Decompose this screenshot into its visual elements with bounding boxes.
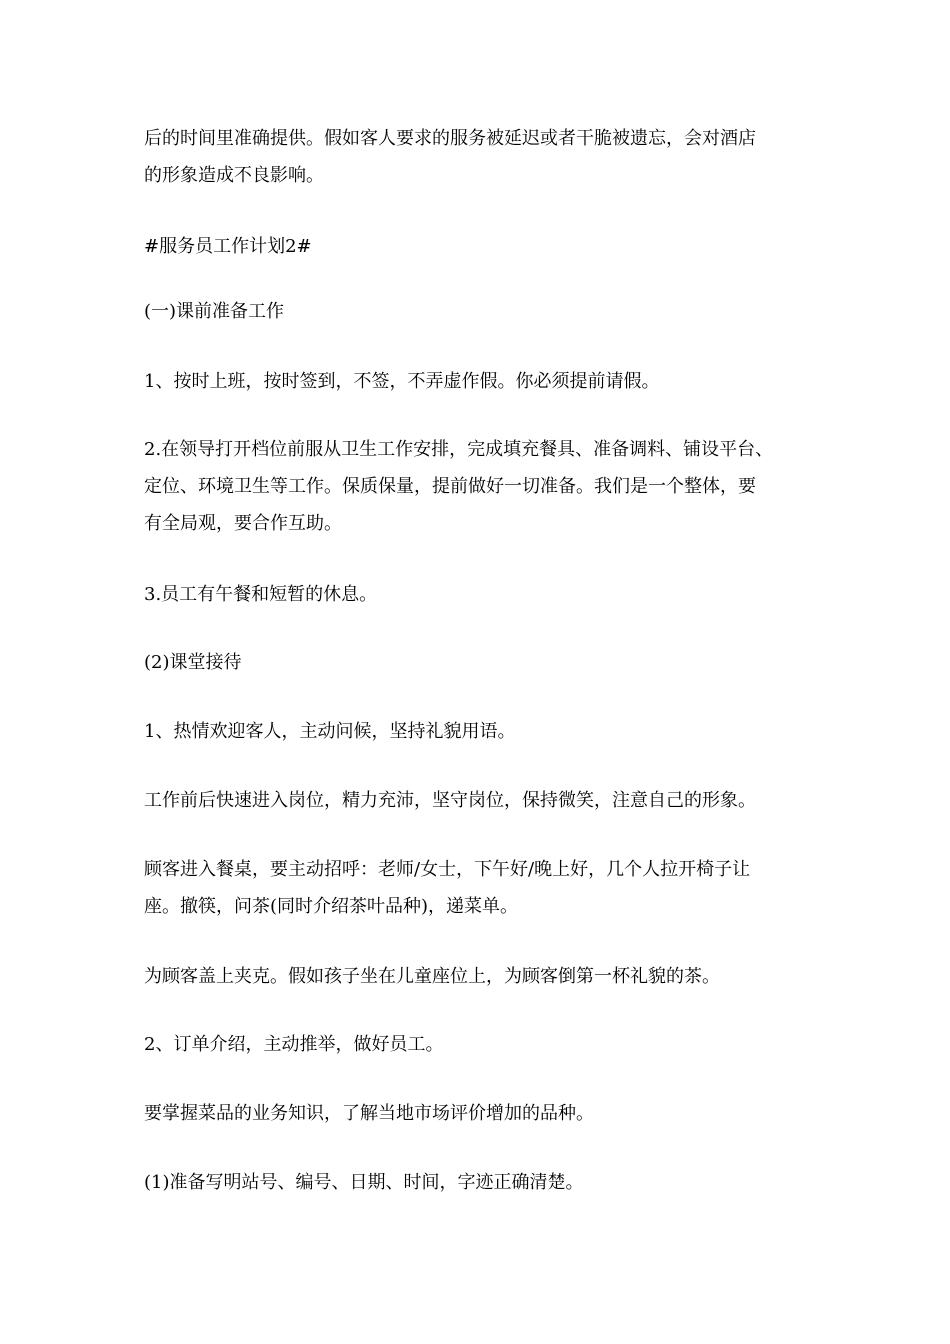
- paragraph-item-3: [144, 576, 824, 613]
- paragraph-line: 2.在领导打开档位前服从卫生工作安排，完成填充餐具、准备调料、铺设平台、: [144, 439, 774, 460]
- paragraph-line: 有全局观，要合作互助。: [144, 513, 342, 534]
- paragraph-order: [144, 1026, 824, 1063]
- paragraph-line: 为顾客盖上夹克。假如孩子坐在儿童座位上，为顾客倒第一杯礼貌的茶。: [144, 966, 720, 987]
- paragraph-welcome: [144, 713, 824, 750]
- heading-line: (2)课堂接待: [144, 652, 242, 673]
- paragraph-line: 1、按时上班，按时签到，不签，不弄虚作假。你必须提前请假。: [144, 371, 660, 392]
- paragraph-line: 3.员工有午餐和短暂的休息。: [144, 584, 378, 605]
- paragraph-line: 要掌握菜品的业务知识，了解当地市场评价增加的品种。: [144, 1103, 594, 1124]
- heading-line: #服务员工作计划2#: [144, 236, 312, 257]
- paragraph-write: [144, 1164, 824, 1201]
- paragraph-line: 后的时间里准确提供。假如客人要求的服务被延迟或者干脆被遗忘，会对酒店: [144, 128, 756, 149]
- paragraph-line: 顾客进入餐桌，要主动招呼：老师/女士，下午好/晚上好，几个人拉开椅子让: [144, 859, 751, 880]
- section-heading-plan-2: [144, 228, 824, 265]
- paragraph-line: 2、订单介绍，主动推举，做好员工。: [144, 1034, 444, 1055]
- heading-line: (一)课前准备工作: [144, 301, 285, 322]
- paragraph-tea: [144, 958, 824, 995]
- paragraph-line: 工作前后快速进入岗位，精力充沛，坚守岗位，保持微笑，注意自己的形象。: [144, 790, 756, 811]
- paragraph-line: (1)准备写明站号、编号、日期、时间，字迹正确清楚。: [144, 1172, 584, 1193]
- section-heading-reception: [144, 644, 824, 681]
- paragraph-line: 定位、环境卫生等工作。保质保量，提前做好一切准备。我们是一个整体，要: [144, 476, 756, 497]
- paragraph-knowledge: [144, 1095, 824, 1132]
- section-heading-preparation: [144, 293, 824, 330]
- paragraph-line: 1、热情欢迎客人，主动问候，坚持礼貌用语。: [144, 721, 516, 742]
- paragraph-post: [144, 782, 824, 819]
- paragraph-item-2: [144, 431, 824, 542]
- paragraph-line: 的形象造成不良影响。: [144, 165, 324, 186]
- paragraph-service-delay: [144, 120, 824, 194]
- paragraph-item-1: [144, 363, 824, 400]
- paragraph-greeting: [144, 851, 824, 925]
- paragraph-line: 座。撤筷，问茶(同时介绍茶叶品种)，递菜单。: [144, 896, 519, 917]
